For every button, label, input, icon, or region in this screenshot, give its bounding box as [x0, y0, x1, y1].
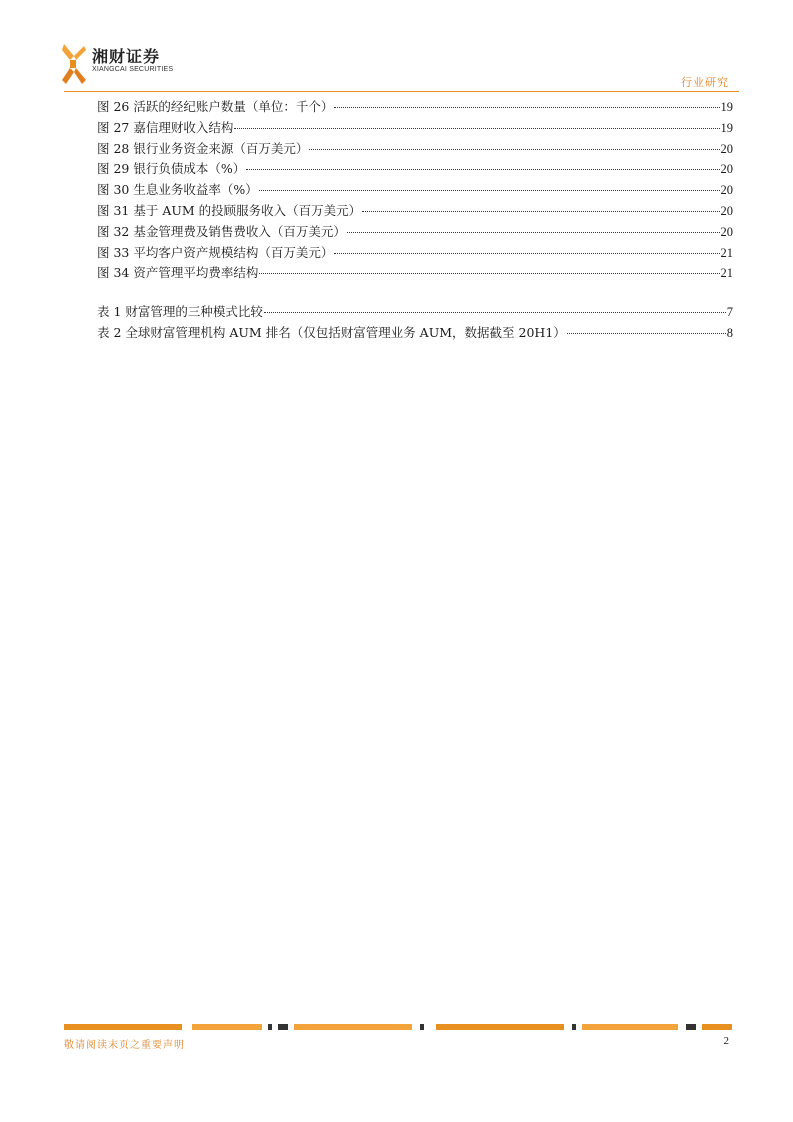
logo-chinese-name: 湘财证券: [92, 47, 161, 66]
toc-entry[interactable]: [97, 323, 733, 344]
dot-leader: [264, 299, 726, 313]
dot-leader: [334, 240, 719, 254]
table-list: [97, 302, 733, 344]
logo-english-name: XIANGCAI SECURITIES: [92, 66, 174, 73]
dot-leader: [246, 156, 719, 170]
toc-entry-title: 图 31 基于 AUM 的投顾服务收入（百万美元）: [97, 202, 362, 218]
toc-entry-page: 21: [720, 245, 733, 260]
toc-entry-title: 图 26 活跃的经纪账户数量（单位：千个）: [97, 99, 334, 114]
dot-leader: [567, 320, 726, 334]
xiangcai-logo-icon: [60, 42, 88, 86]
company-logo: [60, 42, 174, 88]
toc-entry-page: 8: [726, 325, 733, 340]
dot-leader: [259, 177, 720, 191]
toc-entry-page: 20: [720, 183, 733, 198]
toc-entry-title: 图 28 银行业务资金来源（百万美元）: [97, 140, 309, 156]
toc-entry-page: 20: [720, 141, 733, 156]
dot-leader: [234, 115, 719, 129]
report-section-label: 行业研究: [681, 76, 729, 89]
dot-leader: [362, 198, 719, 212]
page-number: 2: [723, 1035, 729, 1047]
toc-entry-title: 表 2 全球财富管理机构 AUM 排名（仅包括财富管理业务 AUM，数据截至 20H1）: [97, 324, 566, 340]
header-divider: [64, 91, 739, 92]
dot-leader: [259, 260, 719, 274]
toc-entry-page: 20: [720, 162, 733, 177]
toc-entry-page: 20: [720, 203, 733, 218]
toc-entry-page: 21: [720, 266, 733, 281]
toc-entry-title: 图 32 基金管理费及销售费收入（百万美元）: [97, 223, 346, 239]
figure-table-index: [97, 97, 733, 344]
toc-entry-page: 20: [720, 224, 733, 239]
toc-entry-page: 19: [720, 100, 733, 114]
figure-list: [97, 97, 733, 284]
toc-entry-title: 图 30 生息业务收益率（%）: [97, 182, 258, 198]
toc-entry-page: 7: [726, 305, 733, 320]
dot-leader: [347, 219, 720, 233]
toc-entry-title: 图 29 银行负债成本（%）: [97, 161, 246, 177]
footer-decorative-bar: [64, 1024, 732, 1030]
toc-entry-page: 19: [720, 120, 733, 135]
dot-leader: [334, 94, 719, 108]
toc-entry[interactable]: [97, 263, 733, 284]
toc-entry-title: 图 33 平均客户资产规模结构（百万美元）: [97, 244, 334, 260]
toc-entry-title: 表 1 财富管理的三种模式比较: [97, 304, 263, 320]
toc-entry-title: 图 34 资产管理平均费率结构: [97, 265, 259, 281]
disclaimer-note: 敬请阅读末页之重要声明: [64, 1040, 185, 1051]
dot-leader: [309, 136, 719, 150]
toc-entry-title: 图 27 嘉信理财收入结构: [97, 119, 234, 135]
